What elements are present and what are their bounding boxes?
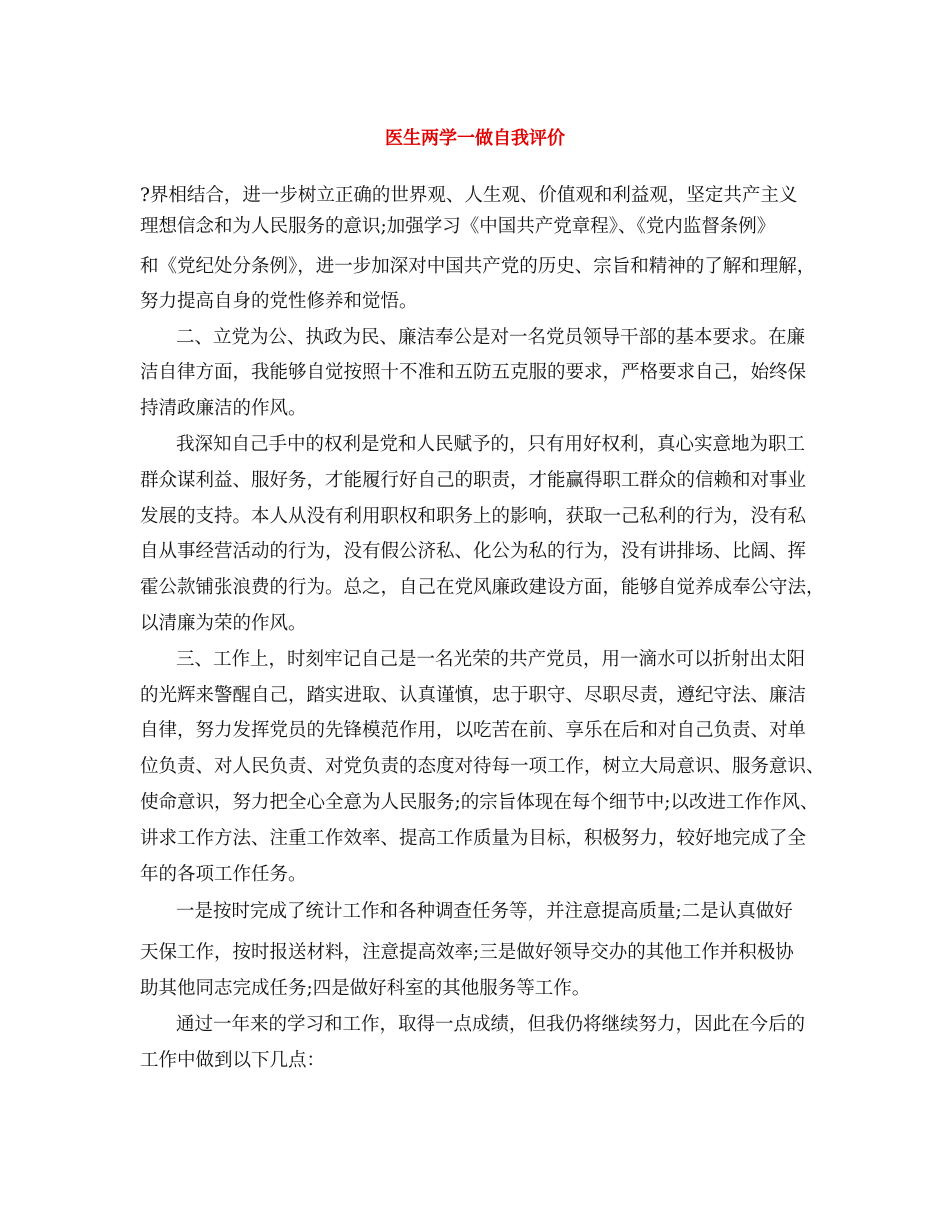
text-line: ?界相结合，进一步树立正确的世界观、人生观、价值观和利益观，坚定共产主义 — [140, 185, 798, 206]
text-line: 和《党纪处分条例》，进一步加深对中国共产党的历史、宗旨和精神的了解和理解， — [140, 256, 816, 277]
text-line: 工作中做到以下几点： — [140, 1050, 326, 1071]
paragraph-start-line: 三、工作上，时刻牢记自己是一名光荣的共产党员，用一滴水可以折射出太阳 — [176, 649, 806, 670]
text-line: 群众谋利益、服好务，才能履行好自己的职责，才能赢得职工群众的信赖和对事业 — [140, 470, 807, 491]
text-line: 讲求工作方法、注重工作效率、提高工作质量为目标，积极努力，较好地完成了全 — [140, 828, 807, 849]
paragraph-start-line: 一是按时完成了统计工作和各种调查任务等，并注意提高质量;二是认真做好 — [176, 901, 793, 922]
text-line: 位负责、对人民负责、对党负责的态度对待每一项工作，树立大局意识、服务意识、 — [140, 756, 825, 777]
paragraph-start-line: 二、立党为公、执政为民、廉洁奉公是对一名党员领导干部的基本要求。在廉 — [176, 327, 806, 348]
text-line: 持清政廉洁的作风。 — [140, 398, 307, 419]
text-line: 年的各项工作任务。 — [140, 864, 307, 885]
text-line: 天保工作，按时报送材料，注意提高效率;三是做好领导交办的其他工作并积极协 — [140, 942, 794, 963]
text-line: 理想信念和为人民服务的意识;加强学习《中国共产党章程》、《党内监督条例》 — [140, 216, 776, 237]
text-line: 自从事经营活动的行为，没有假公济私、化公为私的行为，没有讲排场、比阔、挥 — [140, 541, 807, 562]
text-line: 使命意识，努力把全心全意为人民服务;的宗旨体现在每个细节中;以改进工作作风、 — [140, 792, 819, 813]
text-line: 自律，努力发挥党员的先锋模范作用，以吃苦在前、享乐在后和对自己负责、对单 — [140, 720, 807, 741]
text-line: 以清廉为荣的作风。 — [140, 613, 307, 634]
text-line: 发展的支持。本人从没有利用职权和职务上的影响，获取一己私利的行为，没有私 — [140, 506, 807, 527]
text-line: 助其他同志完成任务;四是做好科室的其他服务等工作。 — [140, 978, 591, 999]
text-line: 洁自律方面，我能够自觉按照十不准和五防五克服的要求，严格要求自己，始终保 — [140, 362, 807, 383]
document-title: 医生两学一做自我评价 — [385, 128, 565, 149]
text-line: 霍公款铺张浪费的行为。总之，自己在党风廉政建设方面，能够自觉养成奉公守法， — [140, 577, 825, 598]
text-line: 的光辉来警醒自己，踏实进取、认真谨慎，忠于职守、尽职尽责，遵纪守法、廉洁 — [140, 685, 807, 706]
text-line: 努力提高自身的党性修养和觉悟。 — [140, 291, 418, 312]
paragraph-start-line: 我深知自己手中的权利是党和人民赋予的，只有用好权利，真心实意地为职工 — [176, 434, 806, 455]
paragraph-start-line: 通过一年来的学习和工作，取得一点成绩，但我仍将继续努力，因此在今后的 — [176, 1014, 806, 1035]
